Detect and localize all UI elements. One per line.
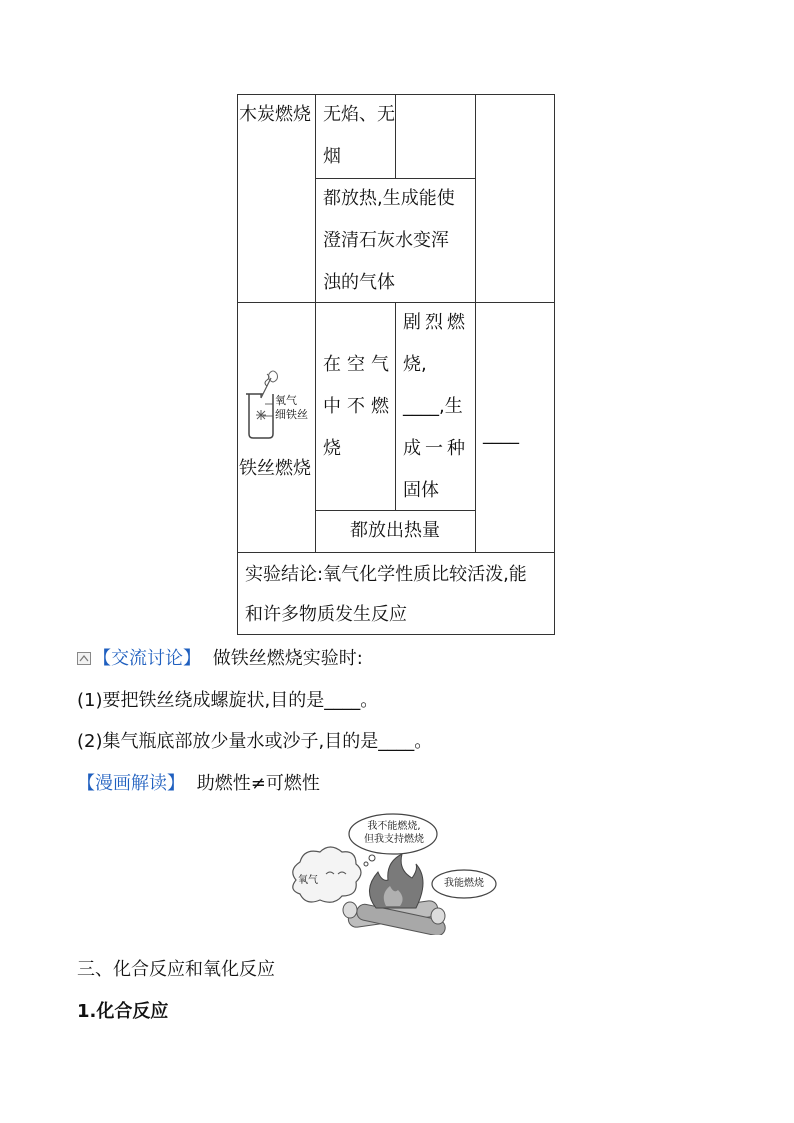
iron-air-line1: 在空气 [323, 354, 395, 375]
discussion-tag: 【交流讨论】 [93, 648, 201, 669]
iron-air-line3: 烧 [323, 438, 341, 459]
oxygen-bubble-line2: 但我支持燃烧 [364, 834, 424, 845]
discussion-question-1: (1)要把铁丝绕成螺旋状,目的是____。 [77, 690, 379, 711]
figure-label-oxygen: 氧气 [275, 394, 297, 407]
charcoal-common-line1: 都放热,生成能使 [323, 188, 455, 209]
fire-bubble-text: 我能燃烧 [444, 878, 484, 889]
oxygen-bubble-line1: 我不能燃烧, [367, 821, 421, 832]
comic-tag: 【漫画解读】 [77, 773, 185, 794]
charcoal-name: 木炭燃烧 [239, 104, 311, 125]
iron-air-line2: 中不燃 [323, 396, 395, 417]
experiment-table [237, 94, 555, 635]
discussion-intro: 做铁丝燃烧实验时: [212, 648, 363, 669]
discussion-icon [77, 652, 91, 665]
section-3-heading: 三、化合反应和氧化反应 [77, 959, 275, 980]
charcoal-air-line2: 烟 [323, 146, 341, 167]
iron-equation-blank: ____ [483, 424, 519, 445]
section-3-subheading-1: 1.化合反应 [77, 1001, 169, 1022]
conclusion-line2: 和许多物质发生反应 [245, 604, 407, 625]
comic-title: 助燃性≠可燃性 [196, 773, 320, 794]
iron-oxygen-line5: 固体 [403, 480, 439, 501]
iron-name: 铁丝燃烧 [239, 458, 311, 479]
iron-common: 都放出热量 [350, 520, 440, 541]
comic-illustration [286, 810, 501, 935]
discussion-question-2: (2)集气瓶底部放少量水或沙子,目的是____。 [77, 731, 433, 752]
charcoal-air-line1: 无焰、无 [323, 104, 395, 125]
iron-oxygen-line3: ____,生 [403, 396, 463, 417]
charcoal-common-line2: 澄清石灰水变浑 [323, 230, 449, 251]
oxygen-character-label: 氧气 [298, 875, 318, 886]
conclusion-line1: 实验结论:氧气化学性质比较活泼,能 [245, 564, 527, 585]
figure-label-iron-wire: 细铁丝 [275, 408, 308, 421]
iron-oxygen-line2: 烧, [403, 354, 427, 375]
charcoal-common-line3: 浊的气体 [323, 272, 395, 293]
iron-oxygen-line1: 剧烈燃 [403, 312, 469, 333]
iron-oxygen-line4: 成一种 [403, 438, 469, 459]
